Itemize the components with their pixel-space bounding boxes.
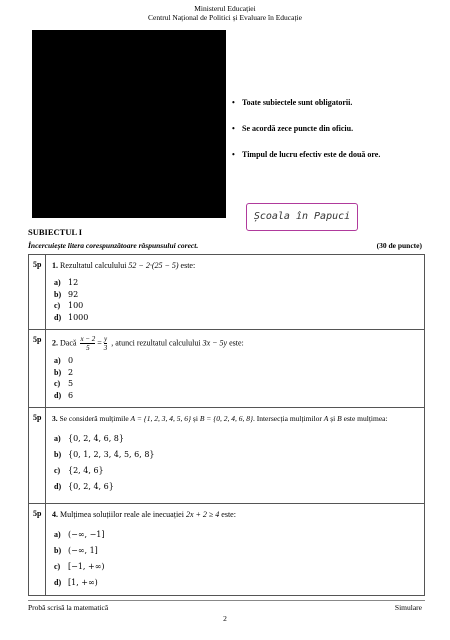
redacted-block: [32, 30, 226, 218]
option-value: {2, 4, 6}: [68, 465, 104, 475]
question-number: 4.: [52, 510, 58, 519]
rule-item: • Timpul de lucru efectiv este de două ore.: [232, 150, 442, 160]
math-expression: 52 − 2·(25 − 5): [128, 261, 179, 270]
option-value: {0, 2, 4, 6}: [68, 481, 114, 491]
option-letter: d): [54, 481, 62, 491]
answer-option[interactable]: [52, 367, 418, 379]
question-prompt-mid: , atunci rezultatul calculului: [111, 338, 201, 348]
answer-option[interactable]: [52, 542, 418, 558]
question-prompt-mid: . Intersecția mulțimilor: [252, 414, 322, 423]
fraction-denominator: 5: [86, 344, 90, 352]
option-value: (−∞, −1]: [68, 529, 105, 539]
option-letter: b): [54, 449, 62, 459]
question-points: 5p: [29, 330, 46, 407]
conjunction: și: [192, 414, 198, 423]
center-name: Centrul Național de Politici și Evaluare în Educație: [148, 13, 302, 22]
question-number: 1.: [52, 261, 58, 270]
option-letter: a): [54, 433, 61, 443]
question-text: [52, 509, 418, 520]
exam-rules: [232, 98, 442, 176]
set-b: B = {0, 2, 4, 6, 8}: [199, 414, 253, 423]
question-text: [52, 335, 418, 352]
question-text: [52, 413, 418, 424]
fraction-denominator: 3: [103, 344, 108, 352]
watermark-stamp: Școala în Papuci: [246, 203, 358, 231]
question-prompt: Mulțimea soluțiilor reale ale inecuației: [60, 510, 184, 519]
set-a-symbol: A: [323, 414, 329, 423]
answer-option[interactable]: [52, 574, 418, 590]
option-value: 100: [68, 301, 84, 311]
option-value: [1, +∞): [68, 577, 98, 587]
option-value: 12: [68, 278, 79, 288]
question-points: 5p: [29, 255, 46, 329]
footer-exam-type: Simulare: [394, 603, 422, 612]
answer-option[interactable]: [52, 277, 418, 289]
answer-option[interactable]: [52, 355, 418, 367]
option-value: 5: [68, 379, 74, 389]
question-body: [46, 330, 424, 407]
question-prompt: Dacă: [60, 338, 77, 348]
equals-sign: =: [97, 338, 102, 348]
answer-option[interactable]: [52, 289, 418, 301]
question-row: [29, 330, 424, 408]
option-letter: c): [54, 465, 61, 475]
question-body: [46, 504, 424, 595]
option-letter: a): [54, 278, 61, 288]
question-number: 2.: [52, 338, 58, 348]
question-text: [52, 260, 418, 271]
answer-option[interactable]: [52, 462, 418, 478]
option-letter: c): [54, 561, 61, 571]
fraction-numerator: y: [103, 335, 108, 343]
option-value: 0: [68, 356, 74, 366]
option-value: {0, 1, 2, 3, 4, 5, 6, 8}: [68, 449, 155, 459]
rule-item: • Se acordă zece puncte din oficiu.: [232, 124, 442, 134]
answer-option[interactable]: [52, 390, 418, 402]
answer-option[interactable]: [52, 526, 418, 542]
section-title: SUBIECTUL I: [28, 227, 83, 237]
answer-option[interactable]: [52, 300, 418, 312]
question-row: [29, 255, 424, 330]
answer-option[interactable]: [52, 312, 418, 324]
answer-option[interactable]: [52, 378, 418, 390]
question-prompt-end: este:: [180, 261, 196, 270]
option-value: 92: [68, 289, 79, 299]
option-letter: b): [54, 367, 62, 377]
fraction-numerator: x − 2: [80, 335, 96, 343]
question-prompt: Se consideră mulțimile: [59, 414, 129, 423]
option-value: {0, 2, 4, 6, 8}: [68, 433, 124, 443]
question-prompt-end: este mulțimea:: [343, 414, 388, 423]
footer-divider: [28, 600, 425, 601]
question-prompt-end: este:: [229, 338, 244, 348]
question-points: 5p: [29, 408, 46, 503]
question-prompt-end: este:: [221, 510, 236, 519]
option-letter: b): [54, 289, 62, 299]
fraction: [80, 335, 95, 352]
ministry-name: Ministerul Educației: [194, 4, 256, 13]
option-letter: a): [54, 529, 61, 539]
math-expression: 3x − 5y: [202, 338, 228, 348]
set-b-symbol: B: [337, 414, 342, 423]
answer-option[interactable]: [52, 446, 418, 462]
option-letter: a): [54, 356, 61, 366]
math-expression: 2x + 2 ≥ 4: [185, 510, 220, 519]
option-letter: b): [54, 545, 62, 555]
fraction: [104, 335, 108, 352]
option-letter: d): [54, 390, 62, 400]
answer-option[interactable]: [52, 478, 418, 494]
question-points: 5p: [29, 504, 46, 595]
option-letter: d): [54, 577, 62, 587]
answer-option[interactable]: [52, 430, 418, 446]
conjunction: și: [330, 414, 336, 423]
question-prompt: Rezultatul calculului: [60, 261, 127, 270]
rule-item: • Toate subiectele sunt obligatorii.: [232, 98, 442, 108]
set-a: A = {1, 2, 3, 4, 5, 6}: [130, 414, 192, 423]
page-number: 2: [223, 614, 227, 623]
option-value: 1000: [68, 312, 89, 322]
option-value: (−∞, 1]: [68, 545, 98, 555]
option-value: 2: [68, 367, 74, 377]
questions-table: [28, 254, 425, 596]
option-value: [−1, +∞): [68, 561, 105, 571]
answer-option[interactable]: [52, 558, 418, 574]
section-instruction: Încercuiește litera corespunzătoare răspunsului corect.: [28, 241, 199, 250]
question-number: 3.: [52, 414, 58, 423]
section-points: (30 de puncte): [376, 241, 422, 250]
question-body: [46, 408, 424, 503]
question-body: [46, 255, 424, 329]
option-letter: c): [54, 301, 61, 311]
question-row: [29, 408, 424, 504]
option-value: 6: [68, 390, 74, 400]
option-letter: d): [54, 312, 62, 322]
question-row: [29, 504, 424, 595]
footer-exam-name: Probă scrisă la matematică: [28, 603, 109, 612]
option-letter: c): [54, 379, 61, 389]
